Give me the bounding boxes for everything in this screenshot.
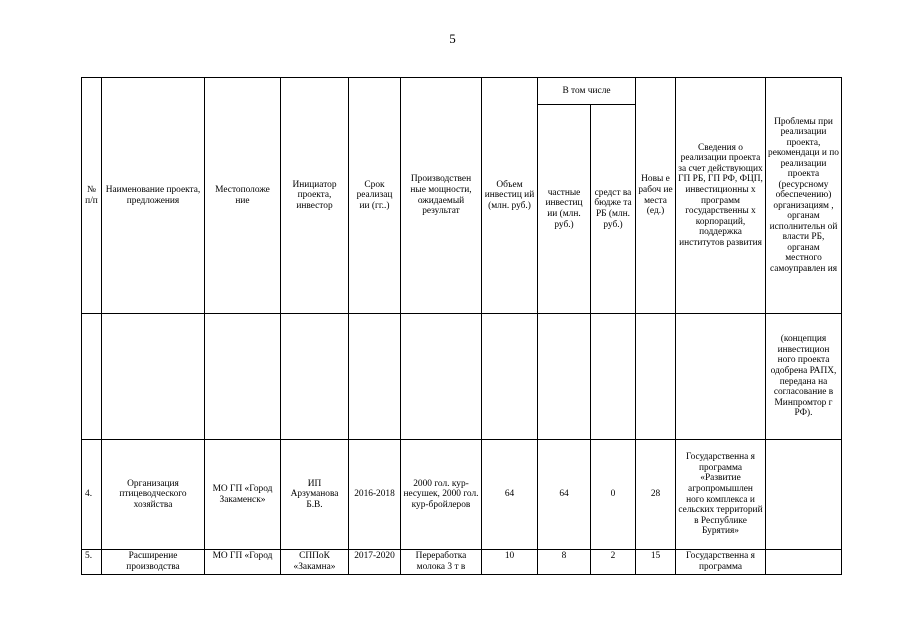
row-initiator: СППоК «Закамна» [293, 551, 336, 572]
row-programs: Государственна я программа [686, 551, 755, 572]
header-location: Местоположе ние [205, 78, 281, 314]
row-budget: 0 [591, 440, 636, 550]
page-number: 5 [449, 31, 456, 46]
row-volume: 64 [482, 440, 538, 550]
header-period: Срок реализац ии (гг..) [349, 78, 401, 314]
header-capacity: Производствен ные мощности, ожидаемый результат [401, 78, 482, 314]
row-private: 8 [561, 551, 567, 561]
header-num: № п/п [82, 78, 102, 314]
header-problems: Проблемы при реализации проекта, рекомендаци и по реализации проекта (ресурсному обеспечению) организациям , органам исполнительн ой власти РБ, органам местного самоуправлен ия [766, 78, 842, 314]
row-period: 2017-2020 [354, 551, 395, 561]
row-period: 2016-2018 [349, 440, 401, 550]
continuation-row [82, 314, 842, 440]
investment-projects-table [81, 77, 842, 575]
row-budget: 2 [610, 551, 616, 561]
header-row-top [82, 78, 842, 105]
continuation-note: (концепция инвестицион ного проекта одобрена РАПХ, передана на согласование в Минпромтор г РФ). [766, 314, 842, 440]
row-num: 5. [85, 551, 93, 561]
header-programs: Сведения о реализации проекта за счет действующих ГП РБ, ГП РФ, ФЦП, инвестиционны х программ государственны х корпораций, поддержка институтов развития [676, 78, 766, 314]
table-row [82, 440, 842, 550]
row-name: Организация птицеводческого хозяйства [102, 440, 205, 550]
row-num: 4. [82, 440, 102, 550]
row-problems [766, 440, 842, 550]
header-budget: средст ва бюдже та РБ (млн. руб.) [591, 105, 636, 314]
header-private: частные инвестиц ии (млн. руб.) [538, 105, 591, 314]
row-initiator: ИП Арзуманова Б.В. [281, 440, 349, 550]
row-jobs: 15 [650, 551, 661, 561]
header-name: Наименование проекта, предложения [102, 78, 205, 314]
table-row [82, 550, 842, 575]
row-location: МО ГП «Город [212, 551, 273, 561]
row-name: Расширение производства [126, 551, 180, 572]
row-capacity: 2000 гол. кур-несушек, 2000 гол. кур-бройлеров [401, 440, 482, 550]
row-volume: 10 [504, 551, 515, 561]
row-programs: Государственна я программа «Развитие агропромышлен ного комплекса и сельских территорий в Республике Бурятия» [676, 440, 766, 550]
row-location: МО ГП «Город Закаменск» [205, 440, 281, 550]
header-initiator: Инициатор проекта, инвестор [281, 78, 349, 314]
row-private: 64 [538, 440, 591, 550]
row-jobs: 28 [636, 440, 676, 550]
header-including: В том числе [538, 78, 636, 105]
header-jobs: Новы е рабоч ие места (ед.) [636, 78, 676, 314]
header-volume: Объем инвестиц ий (млн. руб.) [482, 78, 538, 314]
row-capacity: Переработка молока 3 т в [415, 551, 467, 572]
row-problems [768, 551, 839, 573]
